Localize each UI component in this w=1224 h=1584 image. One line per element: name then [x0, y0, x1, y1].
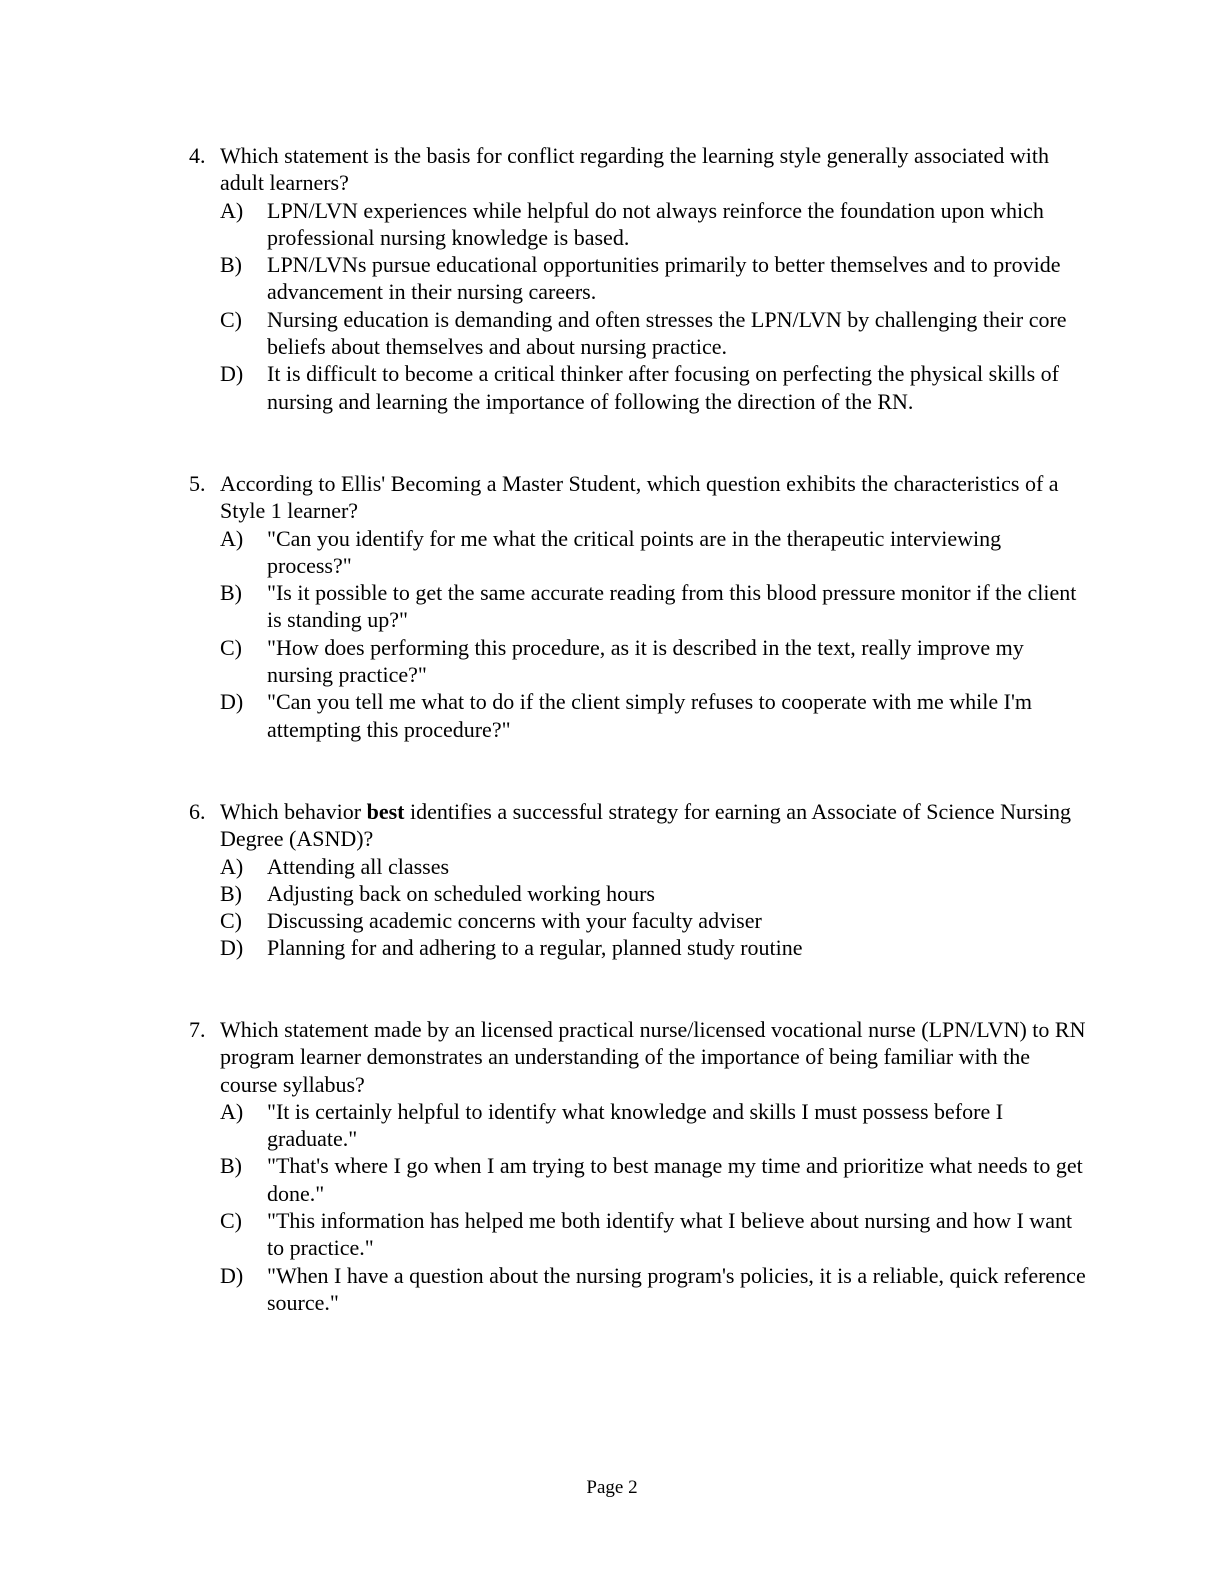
option-text: "This information has helped me both identify what I believe about nursing and how I want to practice." — [267, 1208, 1073, 1261]
option-letter: A) — [220, 853, 244, 879]
answer-option-a — [220, 1098, 1089, 1153]
option-letter: C) — [220, 1208, 242, 1234]
answer-option-d — [220, 1262, 1089, 1317]
option-letter: D) — [220, 1262, 244, 1288]
question-text — [220, 798, 1089, 853]
answer-option-c — [220, 306, 1089, 361]
answer-options — [189, 1098, 1089, 1316]
question-stem — [189, 470, 1089, 525]
answer-option-b — [220, 251, 1089, 306]
question-stem — [189, 1016, 1089, 1098]
option-letter: D) — [220, 689, 244, 715]
answer-option-b — [220, 880, 1089, 907]
option-text: Attending all classes — [267, 853, 450, 879]
option-letter: B) — [220, 880, 242, 906]
option-text: Discussing academic concerns with your faculty adviser — [267, 908, 762, 934]
option-text: Planning for and adhering to a regular, planned study routine — [267, 935, 803, 961]
answer-option-b — [220, 1152, 1089, 1207]
question-5 — [189, 470, 1089, 743]
option-letter: B) — [220, 1153, 242, 1179]
question-text: Which statement made by an licensed practical nurse/licensed vocational nurse (LPN/LVN) to RN program learner demonstrates an understanding of the importance of being familiar with the course syllabus? — [220, 1017, 1086, 1097]
option-letter: B) — [220, 580, 242, 606]
option-letter: A) — [220, 525, 244, 551]
option-text: It is difficult to become a critical thinker after focusing on perfecting the physical skills of nursing and learning the importance of following the direction of the RN. — [267, 361, 1059, 414]
page-number: Page 2 — [586, 1477, 638, 1498]
option-letter: C) — [220, 306, 242, 332]
option-letter: A) — [220, 197, 244, 223]
answer-option-d — [220, 688, 1089, 743]
question-stem — [189, 142, 1089, 197]
question-7 — [189, 1016, 1089, 1316]
question-number: 6. — [189, 799, 206, 824]
option-text: "Can you tell me what to do if the client simply refuses to cooperate with me while I'm attempting this procedure?" — [267, 689, 1033, 742]
option-letter: C) — [220, 634, 242, 660]
option-letter: B) — [220, 252, 242, 278]
option-text: "It is certainly helpful to identify what knowledge and skills I must possess before I graduate." — [267, 1098, 1004, 1152]
question-4 — [189, 142, 1089, 415]
question-text: According to Ellis' Becoming a Master Student, which question exhibits the characteristics of a Style 1 learner? — [220, 471, 1059, 524]
answer-options — [189, 853, 1089, 962]
answer-option-b — [220, 579, 1089, 634]
option-text: "That's where I go when I am trying to best manage my time and prioritize what needs to get done." — [267, 1153, 1083, 1206]
answer-options — [189, 197, 1089, 415]
option-text: "Is it possible to get the same accurate reading from this blood pressure monitor if the client is standing up?" — [267, 580, 1077, 633]
question-number: 4. — [189, 143, 206, 168]
answer-option-c — [220, 1207, 1089, 1262]
answer-option-a — [220, 525, 1089, 580]
question-6 — [189, 798, 1089, 962]
option-text: LPN/LVN experiences while helpful do not always reinforce the foundation upon which professional nursing knowledge is based. — [267, 197, 1044, 250]
option-letter: C) — [220, 908, 242, 934]
answer-option-c — [220, 907, 1089, 934]
answer-options — [189, 525, 1089, 743]
question-text-start: Which behavior — [220, 799, 367, 824]
answer-option-d — [220, 360, 1089, 415]
emphasis-word: best — [366, 799, 405, 824]
answer-option-c — [220, 634, 1089, 689]
question-text: Which statement is the basis for conflict regarding the learning style generally associated with adult learners? — [220, 143, 1050, 196]
question-number: 5. — [189, 471, 206, 496]
option-text: LPN/LVNs pursue educational opportunities primarily to better themselves and to provide advancement in their nursing careers. — [267, 252, 1061, 305]
option-text: Nursing education is demanding and often stresses the LPN/LVN by challenging their core beliefs about themselves and about nursing practice. — [267, 306, 1067, 360]
option-text: "How does performing this procedure, as it is described in the text, really improve my nursing practice?" — [267, 634, 1024, 688]
answer-option-d — [220, 934, 1089, 961]
option-text: "When I have a question about the nursing program's policies, it is a reliable, quick reference source." — [267, 1262, 1086, 1315]
option-text: "Can you identify for me what the critical points are in the therapeutic interviewing process?" — [267, 525, 1002, 578]
question-number: 7. — [189, 1017, 206, 1042]
option-letter: D) — [220, 935, 244, 961]
option-letter: D) — [220, 361, 244, 387]
answer-option-a — [220, 197, 1089, 252]
option-letter: A) — [220, 1098, 244, 1124]
question-text-end: identifies a successful strategy for earning an Associate of Science Nursing Degree (ASND)? — [220, 799, 1072, 852]
option-text: Adjusting back on scheduled working hours — [267, 880, 655, 906]
answer-option-a — [220, 853, 1089, 880]
question-stem — [189, 798, 1089, 853]
